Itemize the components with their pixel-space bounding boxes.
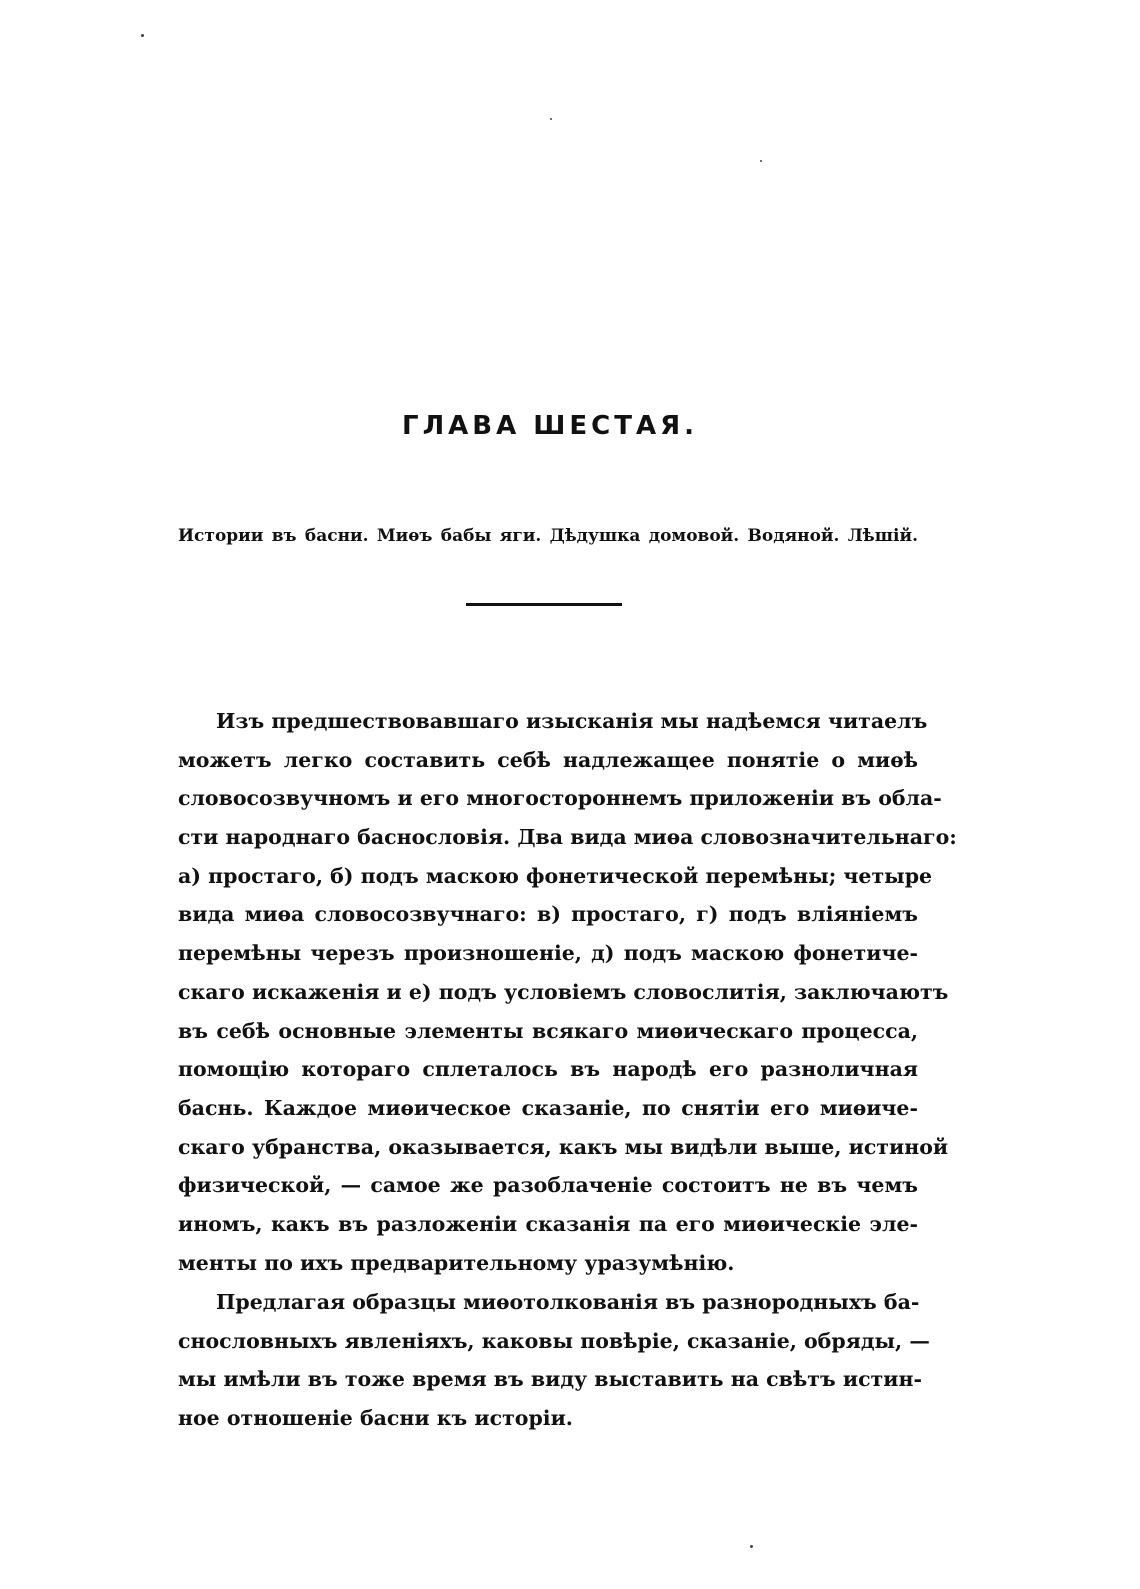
chapter-subtitle: Истории въ басни. Миѳъ бабы яги. Дѣдушка домовой. Водяной. Лѣшiй. <box>178 526 918 546</box>
chapter-title: ГЛАВА ШЕСТАЯ. <box>402 411 698 441</box>
text-line: въ себѣ основные элементы всякаго миѳическаго процесса, <box>178 1018 918 1043</box>
text-line: словосозвучномъ и его многостороннемъ приложенiи въ обла- <box>178 786 942 811</box>
text-line: перемѣны черезъ произношенiе, д) подъ маскою фонетиче- <box>178 941 918 966</box>
scan-speck <box>760 160 762 162</box>
text-line: мы имѣли въ тоже время въ виду выставить на свѣтъ истин- <box>178 1367 922 1392</box>
text-line: снословныхъ явленiяхъ, каковы повѣрiе, сказанiе, обряды, — <box>178 1328 930 1353</box>
text-line: Изъ предшествовавшаго изысканiя мы надѣемся читаелъ <box>216 709 928 733</box>
text-line: баснь. Каждое миѳическое сказанiе, по снятiи его миѳиче- <box>178 1095 918 1120</box>
text-line: скаго убранства, оказывается, какъ мы видѣли выше, истиной <box>178 1134 949 1159</box>
text-line: сти народнаго баснословiя. Два вида миѳа словозначительнаго: <box>178 825 957 850</box>
text-line: Предлагая образцы миѳотолкованiя въ разнородныхъ ба- <box>216 1290 920 1314</box>
text-line: физической, — самое же разоблаченiе состоитъ не въ чемъ <box>178 1173 918 1198</box>
paragraph-1 <box>178 702 957 1282</box>
text-line: менты по ихъ предварительному уразумѣнiю. <box>178 1250 735 1275</box>
title-divider <box>466 603 622 606</box>
paragraph-2 <box>178 1283 930 1438</box>
text-line: иномъ, какъ въ разложенiи сказанiя па его миѳическiе эле- <box>178 1211 918 1236</box>
scan-speck <box>141 34 144 37</box>
scan-speck <box>550 118 552 120</box>
text-line: скаго искаженiя и е) подъ условiемъ словослитiя, заключаютъ <box>178 979 949 1004</box>
text-line: вида миѳа словосозвучнаго: в) простаго, г) подъ влiянiемъ <box>178 902 918 927</box>
scan-speck <box>750 1545 753 1548</box>
text-line: а) простаго, б) подъ маскою фонетической перемѣны; четыре <box>178 863 933 888</box>
text-line: ное отношенiе басни къ исторiи. <box>178 1406 573 1431</box>
text-line: помощiю котораго сплеталось въ народѣ его разноличная <box>178 1057 918 1082</box>
text-line: можетъ легко составить себѣ надлежащее понятiе о миѳѣ <box>178 747 918 772</box>
